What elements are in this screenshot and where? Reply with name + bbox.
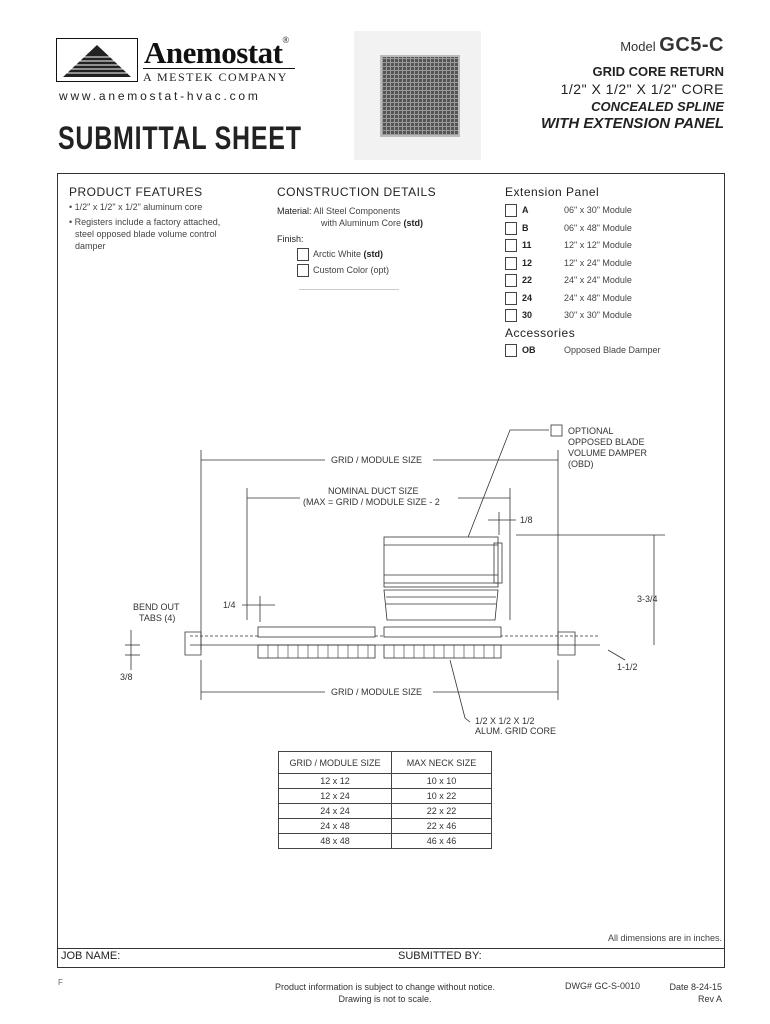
model-code: GC5-C (659, 34, 724, 56)
revision-info (669, 981, 722, 1005)
subtitle-4: WITH EXTENSION PANEL (540, 115, 724, 132)
subtitle-3: CONCEALED SPLINE (591, 99, 724, 114)
extension-desc: 06" x 48" Module (564, 222, 632, 233)
page-title: SUBMITTAL SHEET (58, 120, 302, 156)
neck-size-cell: 10 x 22 (392, 789, 492, 804)
obd-label-2: OPPOSED BLADE (568, 437, 645, 447)
feature-item: • 1/2" x 1/2" x 1/2" aluminum core (69, 202, 203, 212)
neck-size-cell: 10 x 10 (392, 774, 492, 789)
extension-desc: 06" x 30" Module (564, 205, 632, 215)
grid-size-label-top: GRID / MODULE SIZE (331, 455, 423, 465)
brand-name: Anemostat® (144, 35, 289, 70)
obd-label-1: OPTIONAL (568, 426, 614, 436)
extension-desc: 12" x 24" Module (564, 257, 632, 268)
material-label: Material: (277, 206, 312, 216)
bend-label-1: BEND OUT (133, 602, 180, 612)
neck-size-cell: 22 x 46 (392, 819, 492, 834)
extension-desc: 30" x 30" Module (564, 310, 632, 320)
table-row (279, 819, 492, 834)
material-std: (std) (403, 218, 424, 228)
footer-notes (260, 981, 510, 1005)
feature-item: damper (75, 241, 106, 251)
subtitle-2: 1/2" X 1/2" X 1/2" CORE (560, 81, 724, 97)
finish-label: Finish: (277, 234, 304, 244)
job-bar (57, 947, 725, 968)
table-header: GRID / MODULE SIZE (279, 752, 392, 774)
extension-code: 24 (522, 292, 533, 303)
feature-item: steel opposed blade volume control (75, 229, 217, 239)
obd-label-4: (OBD) (568, 459, 594, 469)
features-heading: PRODUCT FEATURES (69, 185, 203, 199)
dim-1-8: 1/8 (520, 515, 533, 525)
obd-label-3: VOLUME DAMPER (568, 448, 648, 458)
model-label: Model (620, 39, 656, 54)
extension-code: B (522, 222, 529, 233)
bend-label-2: TABS (4) (139, 613, 176, 623)
construction-heading: CONSTRUCTION DETAILS (277, 185, 437, 199)
submitted-by-label: SUBMITTED BY: (398, 950, 482, 962)
grid-size-cell: 24 x 48 (279, 819, 392, 834)
extension-code: 11 (522, 240, 532, 250)
nominal-label-2: (MAX = GRID / MODULE SIZE - 2 (303, 497, 440, 507)
grid-size-label-bottom: GRID / MODULE SIZE (331, 687, 423, 697)
neck-size-cell: 46 x 46 (392, 834, 492, 849)
dim-3-8: 3/8 (120, 672, 133, 682)
revision: Rev A (697, 994, 722, 1004)
grid-size-cell: 12 x 24 (279, 789, 392, 804)
neck-size-table (278, 751, 492, 849)
job-name-label: JOB NAME: (61, 950, 121, 962)
website: www.anemostat-hvac.com (59, 89, 261, 103)
dimensions-note: All dimensions are in inches. (607, 933, 722, 943)
feature-item: • Registers include a factory attached, (69, 217, 221, 227)
dim-3-3-4: 3-3/4 (637, 594, 658, 604)
table-row (279, 804, 492, 819)
accessories-heading: Accessories (505, 326, 576, 340)
core-label-2: ALUM. GRID CORE (475, 726, 557, 736)
finish-option-custom[interactable]: Custom Color (opt) (277, 264, 487, 277)
date: Date 8-24-15 (669, 982, 722, 992)
extension-code: A (522, 205, 529, 215)
extension-code: 22 (522, 275, 533, 285)
grid-size-cell: 24 x 24 (279, 804, 392, 819)
f-mark: F (58, 978, 63, 987)
table-row (279, 834, 492, 849)
footer-note-2: Drawing is not to scale. (338, 994, 432, 1004)
drawing-number: DWG# GC-S-0010 (565, 981, 641, 991)
grid-size-cell: 12 x 12 (279, 774, 392, 789)
material-value: All Steel Components (313, 206, 401, 216)
grid-size-cell: 48 x 48 (279, 834, 392, 849)
material-value-2: with Aluminum Core (321, 218, 402, 228)
table-row (279, 774, 492, 789)
extension-code: 30 (522, 310, 533, 320)
company-tagline: A MESTEK COMPANY (143, 68, 295, 85)
table-header: MAX NECK SIZE (392, 752, 492, 774)
extension-desc: 24" x 48" Module (564, 292, 632, 303)
core-label-1: 1/2 X 1/2 X 1/2 (475, 716, 535, 726)
extension-heading: Extension Panel (505, 185, 600, 199)
dim-1-4: 1/4 (223, 600, 236, 610)
finish-option-white[interactable]: Arctic White (std) (277, 248, 487, 261)
nominal-label-1: NOMINAL DUCT SIZE (328, 486, 419, 496)
subtitle-1: GRID CORE RETURN (592, 64, 724, 79)
footer-note-1: Product information is subject to change without notice. (274, 982, 496, 992)
extension-desc: 12" x 12" Module (564, 240, 632, 250)
neck-size-cell: 22 x 22 (392, 804, 492, 819)
table-row (279, 789, 492, 804)
extension-desc: 24" x 24" Module (564, 275, 632, 285)
dim-1-1-2: 1-1/2 (617, 662, 638, 672)
extension-code: 12 (522, 257, 533, 268)
obd-checkbox (551, 425, 562, 436)
